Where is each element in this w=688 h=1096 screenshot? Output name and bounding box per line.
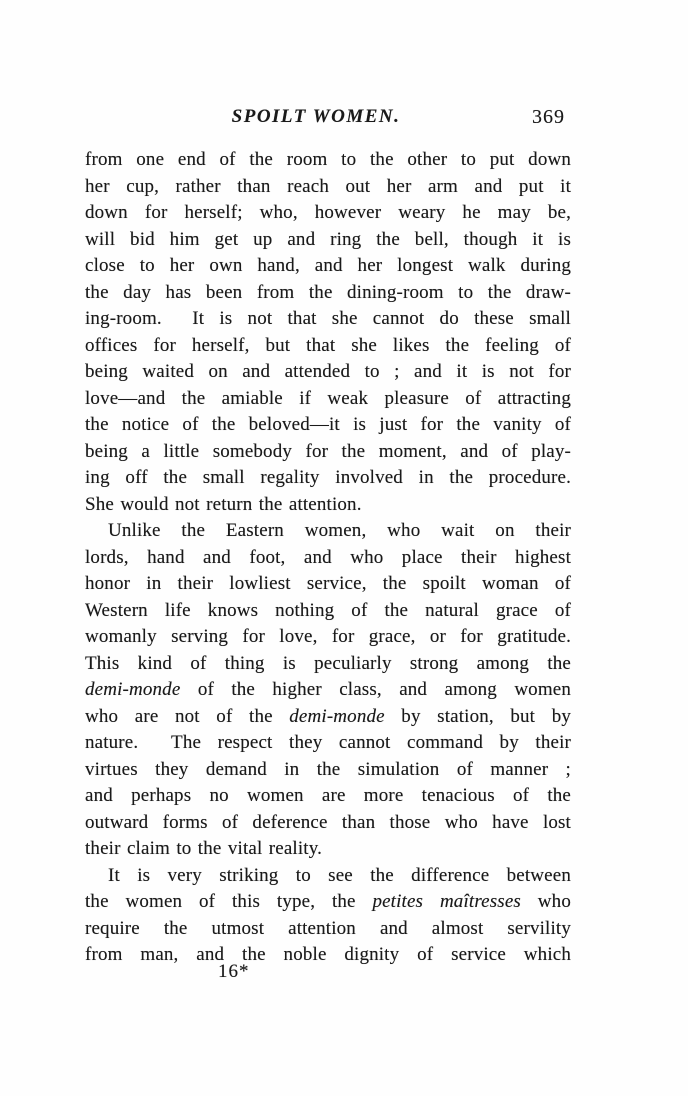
- text-block: [85, 106, 571, 969]
- page-number: 369: [532, 106, 565, 128]
- text-segment: ing off the small regality involved in the procedure.: [85, 467, 571, 488]
- text-line: [85, 704, 571, 731]
- text-line: [85, 571, 571, 598]
- text-segment: She would not return the attention.: [85, 493, 362, 515]
- text-segment: and perhaps no women are more tenacious of the: [85, 785, 571, 806]
- text-line: [85, 545, 571, 572]
- text-segment: her cup, rather than reach out her arm and put it: [85, 175, 571, 197]
- text-segment: lords, hand and foot, and who place their highest: [85, 546, 571, 568]
- text-line: [85, 200, 571, 227]
- text-segment: ing-room. It is not that she cannot do these small: [85, 308, 571, 329]
- text-line: [85, 677, 571, 704]
- text-line: [85, 492, 571, 519]
- text-line: [85, 439, 571, 466]
- page-footer: [218, 961, 250, 983]
- text-line: [85, 147, 571, 174]
- text-segment: offices for herself, but that she likes the feeling of: [85, 334, 571, 356]
- text-segment: Unlike the Eastern women, who wait on their: [108, 520, 571, 541]
- text-segment: Western life knows nothing of the natural grace of: [85, 599, 571, 621]
- text-line: [85, 359, 571, 386]
- paragraph: [85, 147, 571, 518]
- text-segment: outward forms of deference than those who have lost: [85, 811, 571, 833]
- text-line: [85, 174, 571, 201]
- text-line: [85, 624, 571, 651]
- text-segment: who are not of the: [85, 705, 290, 727]
- text-line: [85, 598, 571, 625]
- text-line: [85, 253, 571, 280]
- italic-phrase: demi-monde: [289, 705, 385, 727]
- text-segment: womanly serving for love, for grace, or for gratitude.: [85, 626, 571, 647]
- text-segment: being waited on and attended to ; and it is not for: [85, 361, 571, 382]
- text-line: [85, 889, 571, 916]
- text-segment: of the higher class, and among women: [180, 679, 571, 700]
- text-segment: from one end of the room to the other to put down: [85, 149, 571, 170]
- text-segment: will bid him get up and ring the bell, though it is: [85, 228, 571, 250]
- text-line: [85, 730, 571, 757]
- text-line: [85, 333, 571, 360]
- text-line: [85, 518, 571, 545]
- text-segment: It is very striking to see the difference between: [108, 864, 571, 886]
- running-header: [85, 106, 571, 130]
- text-segment: require the utmost attention and almost servility: [85, 917, 571, 939]
- text-line: [85, 916, 571, 943]
- text-line: [85, 280, 571, 307]
- text-line: [85, 863, 571, 890]
- text-segment: down for herself; who, however weary he may be,: [85, 202, 571, 223]
- text-segment: virtues they demand in the simulation of manner ;: [85, 758, 571, 780]
- text-segment: nature. The respect they cannot command by their: [85, 732, 571, 753]
- text-segment: This kind of thing is peculiarly strong among the: [85, 652, 571, 674]
- text-line: [85, 412, 571, 439]
- italic-phrase: demi-monde: [85, 679, 181, 700]
- text-line: [85, 465, 571, 492]
- text-segment: the notice of the beloved—it is just for the vanity of: [85, 414, 571, 435]
- text-segment: close to her own hand, and her longest walk during: [85, 255, 571, 276]
- running-title: SPOILT WOMEN.: [231, 106, 401, 127]
- text-segment: who: [520, 891, 571, 912]
- text-line: [85, 306, 571, 333]
- text-line: [85, 783, 571, 810]
- text-segment: their claim to the vital reality.: [85, 838, 323, 859]
- text-line: [85, 810, 571, 837]
- text-segment: love—and the amiable if weak pleasure of attracting: [85, 387, 571, 409]
- text-line: [85, 227, 571, 254]
- text-segment: the women of this type, the: [85, 891, 373, 912]
- text-line: [85, 757, 571, 784]
- text-segment: by station, but by: [384, 705, 571, 727]
- paragraph: [85, 863, 571, 969]
- text-segment: being a little somebody for the moment, and of play-: [85, 440, 571, 462]
- paragraph: [85, 518, 571, 863]
- text-line: [85, 942, 571, 969]
- text-segment: from man, and the noble dignity of service which: [85, 944, 571, 965]
- text-line: [85, 386, 571, 413]
- italic-phrase: petites maîtresses: [372, 891, 521, 912]
- page-body: [85, 147, 571, 969]
- text-segment: honor in their lowliest service, the spoilt woman of: [85, 573, 571, 594]
- signature-mark: 16*: [218, 961, 250, 982]
- text-segment: the day has been from the dining-room to the draw-: [85, 281, 571, 303]
- text-line: [85, 836, 571, 863]
- text-line: [85, 651, 571, 678]
